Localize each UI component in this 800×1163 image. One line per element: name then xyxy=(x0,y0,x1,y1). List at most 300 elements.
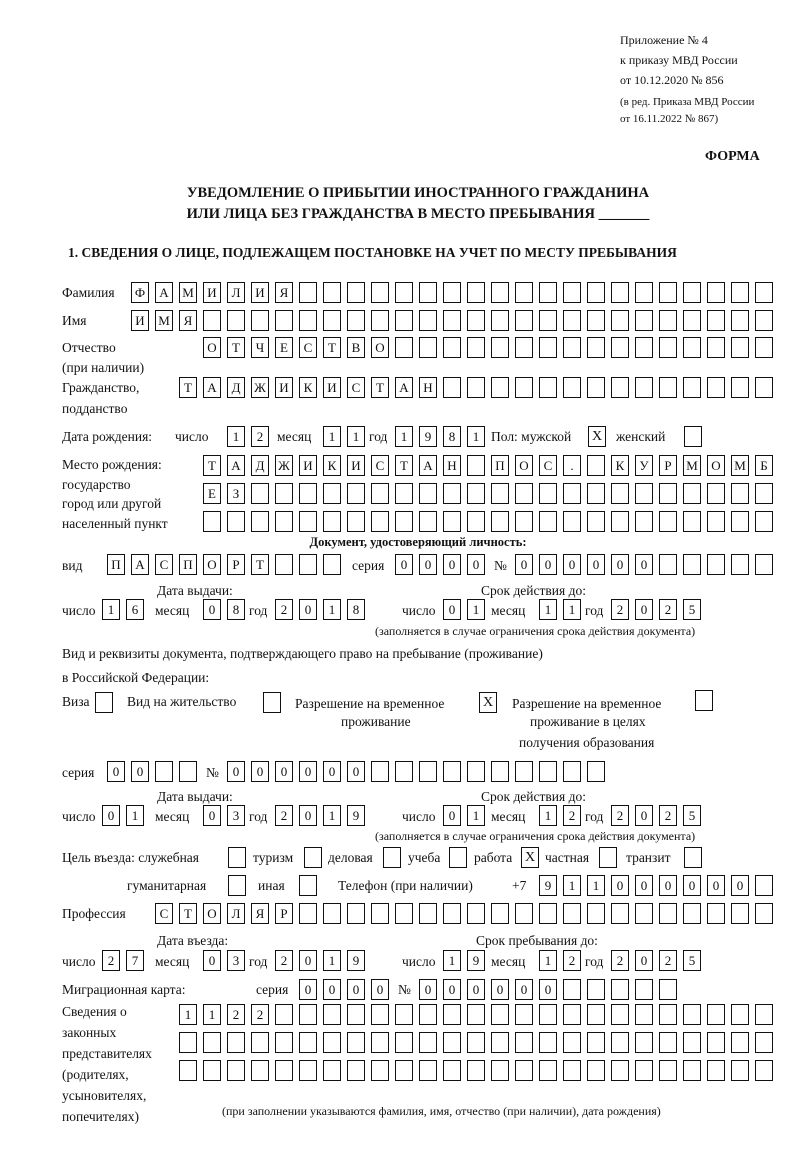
char-box[interactable]: 1 xyxy=(563,599,581,620)
char-box[interactable]: 0 xyxy=(467,979,485,1000)
char-box[interactable] xyxy=(419,483,437,504)
char-box[interactable] xyxy=(635,337,653,358)
char-box[interactable]: З xyxy=(227,483,245,504)
char-box[interactable]: 1 xyxy=(323,599,341,620)
char-box[interactable] xyxy=(467,282,485,303)
char-box[interactable] xyxy=(419,310,437,331)
char-box[interactable] xyxy=(323,511,341,532)
char-box[interactable] xyxy=(467,337,485,358)
purpose-private-checkbox[interactable] xyxy=(599,847,617,868)
char-box[interactable]: М xyxy=(155,310,173,331)
char-box[interactable]: 0 xyxy=(299,950,317,971)
char-box[interactable] xyxy=(683,1032,701,1053)
char-box[interactable]: 8 xyxy=(443,426,461,447)
char-box[interactable] xyxy=(491,1004,509,1025)
char-box[interactable]: Т xyxy=(371,377,389,398)
char-box[interactable] xyxy=(683,310,701,331)
char-box[interactable]: К xyxy=(611,455,629,476)
char-box[interactable] xyxy=(611,1032,629,1053)
char-box[interactable]: 0 xyxy=(275,761,293,782)
char-box[interactable] xyxy=(611,511,629,532)
char-box[interactable] xyxy=(347,282,365,303)
char-box[interactable] xyxy=(563,1032,581,1053)
char-box[interactable] xyxy=(275,483,293,504)
char-box[interactable]: А xyxy=(419,455,437,476)
char-box[interactable] xyxy=(731,1060,749,1081)
char-box[interactable]: 0 xyxy=(563,554,581,575)
char-box[interactable]: 0 xyxy=(635,599,653,620)
char-box[interactable]: 1 xyxy=(539,805,557,826)
char-box[interactable]: 1 xyxy=(179,1004,197,1025)
char-box[interactable] xyxy=(443,483,461,504)
char-box[interactable]: 0 xyxy=(707,875,725,896)
char-box[interactable]: Е xyxy=(203,483,221,504)
char-box[interactable]: Е xyxy=(275,337,293,358)
char-box[interactable] xyxy=(683,377,701,398)
char-box[interactable] xyxy=(395,337,413,358)
char-box[interactable] xyxy=(443,511,461,532)
char-box[interactable] xyxy=(467,455,485,476)
char-box[interactable]: 0 xyxy=(347,761,365,782)
char-box[interactable]: 0 xyxy=(443,599,461,620)
char-box[interactable] xyxy=(251,1060,269,1081)
char-box[interactable]: 1 xyxy=(126,805,144,826)
char-box[interactable] xyxy=(227,1032,245,1053)
char-box[interactable] xyxy=(419,1004,437,1025)
char-box[interactable]: Я xyxy=(251,903,269,924)
char-box[interactable]: 0 xyxy=(515,979,533,1000)
char-box[interactable] xyxy=(611,310,629,331)
char-box[interactable] xyxy=(683,554,701,575)
char-box[interactable] xyxy=(323,903,341,924)
char-box[interactable] xyxy=(419,903,437,924)
char-box[interactable] xyxy=(755,377,773,398)
char-box[interactable] xyxy=(371,282,389,303)
char-box[interactable] xyxy=(155,761,173,782)
char-box[interactable] xyxy=(539,337,557,358)
char-box[interactable]: 0 xyxy=(635,554,653,575)
char-box[interactable] xyxy=(587,483,605,504)
char-box[interactable]: 0 xyxy=(251,761,269,782)
char-box[interactable]: У xyxy=(635,455,653,476)
char-box[interactable] xyxy=(611,483,629,504)
char-box[interactable] xyxy=(491,282,509,303)
char-box[interactable]: 0 xyxy=(467,554,485,575)
char-box[interactable] xyxy=(587,282,605,303)
char-box[interactable] xyxy=(515,761,533,782)
char-box[interactable] xyxy=(707,337,725,358)
char-box[interactable] xyxy=(515,483,533,504)
char-box[interactable] xyxy=(683,1004,701,1025)
char-box[interactable] xyxy=(611,282,629,303)
char-box[interactable]: 1 xyxy=(539,599,557,620)
char-box[interactable] xyxy=(515,1060,533,1081)
char-box[interactable] xyxy=(275,554,293,575)
char-box[interactable] xyxy=(395,1004,413,1025)
char-box[interactable]: К xyxy=(299,377,317,398)
char-box[interactable]: 0 xyxy=(203,805,221,826)
char-box[interactable] xyxy=(395,310,413,331)
char-box[interactable] xyxy=(659,554,677,575)
char-box[interactable] xyxy=(755,310,773,331)
char-box[interactable]: М xyxy=(179,282,197,303)
char-box[interactable] xyxy=(755,282,773,303)
char-box[interactable] xyxy=(755,483,773,504)
char-box[interactable] xyxy=(299,1060,317,1081)
char-box[interactable] xyxy=(659,1060,677,1081)
char-box[interactable] xyxy=(323,282,341,303)
char-box[interactable] xyxy=(371,1004,389,1025)
char-box[interactable]: А xyxy=(395,377,413,398)
char-box[interactable]: 5 xyxy=(683,599,701,620)
purpose-other-checkbox[interactable] xyxy=(299,875,317,896)
char-box[interactable]: С xyxy=(371,455,389,476)
char-box[interactable] xyxy=(731,377,749,398)
char-box[interactable]: Я xyxy=(275,282,293,303)
char-box[interactable] xyxy=(635,1060,653,1081)
char-box[interactable]: О xyxy=(203,554,221,575)
char-box[interactable] xyxy=(179,761,197,782)
char-box[interactable] xyxy=(515,903,533,924)
char-box[interactable] xyxy=(275,511,293,532)
char-box[interactable] xyxy=(563,310,581,331)
char-box[interactable]: И xyxy=(299,455,317,476)
char-box[interactable] xyxy=(491,761,509,782)
char-box[interactable]: О xyxy=(203,337,221,358)
char-box[interactable] xyxy=(299,511,317,532)
char-box[interactable]: 2 xyxy=(275,805,293,826)
char-box[interactable] xyxy=(587,377,605,398)
char-box[interactable]: П xyxy=(107,554,125,575)
char-box[interactable] xyxy=(251,310,269,331)
char-box[interactable]: 9 xyxy=(467,950,485,971)
char-box[interactable]: Т xyxy=(227,337,245,358)
char-box[interactable] xyxy=(323,1004,341,1025)
char-box[interactable]: 2 xyxy=(275,599,293,620)
char-box[interactable] xyxy=(587,337,605,358)
char-box[interactable] xyxy=(515,1004,533,1025)
char-box[interactable] xyxy=(731,337,749,358)
char-box[interactable]: 1 xyxy=(323,426,341,447)
char-box[interactable]: Т xyxy=(179,903,197,924)
char-box[interactable]: 0 xyxy=(102,805,120,826)
char-box[interactable] xyxy=(299,903,317,924)
char-box[interactable]: 0 xyxy=(347,979,365,1000)
char-box[interactable] xyxy=(563,377,581,398)
char-box[interactable] xyxy=(731,1032,749,1053)
char-box[interactable]: Т xyxy=(179,377,197,398)
char-box[interactable]: 3 xyxy=(227,950,245,971)
char-box[interactable] xyxy=(731,310,749,331)
char-box[interactable] xyxy=(299,1032,317,1053)
char-box[interactable]: 2 xyxy=(227,1004,245,1025)
char-box[interactable]: 1 xyxy=(539,950,557,971)
char-box[interactable]: Д xyxy=(227,377,245,398)
char-box[interactable] xyxy=(635,483,653,504)
char-box[interactable] xyxy=(491,1032,509,1053)
char-box[interactable] xyxy=(755,1032,773,1053)
char-box[interactable]: 2 xyxy=(659,950,677,971)
char-box[interactable] xyxy=(755,554,773,575)
char-box[interactable] xyxy=(347,483,365,504)
char-box[interactable]: К xyxy=(323,455,341,476)
char-box[interactable] xyxy=(611,337,629,358)
char-box[interactable] xyxy=(299,282,317,303)
char-box[interactable] xyxy=(563,979,581,1000)
char-box[interactable]: 0 xyxy=(419,979,437,1000)
char-box[interactable]: 8 xyxy=(347,599,365,620)
char-box[interactable] xyxy=(203,310,221,331)
char-box[interactable] xyxy=(371,761,389,782)
char-box[interactable] xyxy=(707,1032,725,1053)
char-box[interactable] xyxy=(539,761,557,782)
char-box[interactable] xyxy=(491,310,509,331)
char-box[interactable]: 9 xyxy=(347,805,365,826)
char-box[interactable] xyxy=(755,875,773,896)
char-box[interactable] xyxy=(659,282,677,303)
char-box[interactable] xyxy=(371,1032,389,1053)
char-box[interactable]: 0 xyxy=(443,554,461,575)
char-box[interactable] xyxy=(659,337,677,358)
char-box[interactable] xyxy=(587,310,605,331)
char-box[interactable]: 0 xyxy=(635,875,653,896)
char-box[interactable] xyxy=(707,511,725,532)
char-box[interactable] xyxy=(635,1032,653,1053)
char-box[interactable] xyxy=(731,554,749,575)
char-box[interactable]: 2 xyxy=(611,805,629,826)
char-box[interactable] xyxy=(395,1032,413,1053)
char-box[interactable]: 0 xyxy=(371,979,389,1000)
char-box[interactable]: Т xyxy=(395,455,413,476)
char-box[interactable]: Р xyxy=(659,455,677,476)
purpose-tourism-checkbox[interactable] xyxy=(304,847,322,868)
char-box[interactable] xyxy=(347,903,365,924)
char-box[interactable] xyxy=(491,483,509,504)
char-box[interactable] xyxy=(659,979,677,1000)
char-box[interactable]: 0 xyxy=(299,599,317,620)
char-box[interactable] xyxy=(707,483,725,504)
char-box[interactable] xyxy=(587,511,605,532)
char-box[interactable] xyxy=(275,310,293,331)
char-box[interactable] xyxy=(587,1032,605,1053)
char-box[interactable] xyxy=(443,1004,461,1025)
char-box[interactable]: 1 xyxy=(323,805,341,826)
char-box[interactable] xyxy=(611,903,629,924)
char-box[interactable] xyxy=(587,903,605,924)
char-box[interactable]: 0 xyxy=(443,805,461,826)
char-box[interactable] xyxy=(755,1004,773,1025)
char-box[interactable] xyxy=(611,1004,629,1025)
char-box[interactable] xyxy=(395,903,413,924)
char-box[interactable]: Н xyxy=(443,455,461,476)
char-box[interactable] xyxy=(683,1060,701,1081)
char-box[interactable] xyxy=(299,1004,317,1025)
char-box[interactable]: 0 xyxy=(323,979,341,1000)
char-box[interactable] xyxy=(323,310,341,331)
char-box[interactable] xyxy=(323,1060,341,1081)
char-box[interactable] xyxy=(755,337,773,358)
char-box[interactable] xyxy=(635,377,653,398)
char-box[interactable] xyxy=(491,377,509,398)
char-box[interactable] xyxy=(323,1032,341,1053)
char-box[interactable] xyxy=(467,483,485,504)
char-box[interactable]: П xyxy=(491,455,509,476)
char-box[interactable] xyxy=(299,483,317,504)
char-box[interactable]: 9 xyxy=(419,426,437,447)
char-box[interactable] xyxy=(539,903,557,924)
char-box[interactable] xyxy=(515,282,533,303)
char-box[interactable] xyxy=(227,1060,245,1081)
char-box[interactable] xyxy=(587,979,605,1000)
char-box[interactable]: 2 xyxy=(251,426,269,447)
char-box[interactable]: Ж xyxy=(275,455,293,476)
char-box[interactable]: 1 xyxy=(443,950,461,971)
char-box[interactable] xyxy=(611,979,629,1000)
char-box[interactable] xyxy=(395,761,413,782)
char-box[interactable] xyxy=(467,903,485,924)
char-box[interactable]: М xyxy=(731,455,749,476)
char-box[interactable]: 1 xyxy=(102,599,120,620)
char-box[interactable] xyxy=(179,1032,197,1053)
char-box[interactable]: 1 xyxy=(467,426,485,447)
char-box[interactable] xyxy=(635,310,653,331)
char-box[interactable]: 0 xyxy=(539,554,557,575)
char-box[interactable]: 0 xyxy=(611,554,629,575)
char-box[interactable]: Ч xyxy=(251,337,269,358)
char-box[interactable] xyxy=(467,310,485,331)
char-box[interactable]: И xyxy=(323,377,341,398)
char-box[interactable] xyxy=(539,310,557,331)
char-box[interactable] xyxy=(419,337,437,358)
char-box[interactable] xyxy=(755,903,773,924)
char-box[interactable]: И xyxy=(251,282,269,303)
purpose-study-checkbox[interactable] xyxy=(449,847,467,868)
char-box[interactable]: С xyxy=(155,903,173,924)
char-box[interactable] xyxy=(443,337,461,358)
char-box[interactable] xyxy=(467,761,485,782)
char-box[interactable] xyxy=(731,483,749,504)
char-box[interactable]: 6 xyxy=(126,599,144,620)
char-box[interactable] xyxy=(683,511,701,532)
char-box[interactable] xyxy=(611,1060,629,1081)
char-box[interactable]: 0 xyxy=(107,761,125,782)
char-box[interactable] xyxy=(683,337,701,358)
char-box[interactable] xyxy=(707,903,725,924)
char-box[interactable]: 2 xyxy=(563,950,581,971)
char-box[interactable]: 8 xyxy=(227,599,245,620)
char-box[interactable]: Р xyxy=(227,554,245,575)
char-box[interactable] xyxy=(395,1060,413,1081)
char-box[interactable] xyxy=(659,377,677,398)
char-box[interactable] xyxy=(227,310,245,331)
char-box[interactable] xyxy=(515,511,533,532)
char-box[interactable]: 0 xyxy=(299,979,317,1000)
char-box[interactable] xyxy=(467,1032,485,1053)
char-box[interactable] xyxy=(683,903,701,924)
char-box[interactable]: 0 xyxy=(611,875,629,896)
char-box[interactable]: 1 xyxy=(203,1004,221,1025)
char-box[interactable] xyxy=(443,903,461,924)
char-box[interactable] xyxy=(539,377,557,398)
char-box[interactable] xyxy=(347,1060,365,1081)
purpose-humanitarian-checkbox[interactable] xyxy=(228,875,246,896)
char-box[interactable] xyxy=(563,1004,581,1025)
char-box[interactable]: 0 xyxy=(491,979,509,1000)
char-box[interactable] xyxy=(659,903,677,924)
char-box[interactable] xyxy=(515,1032,533,1053)
char-box[interactable]: Ф xyxy=(131,282,149,303)
char-box[interactable] xyxy=(563,337,581,358)
char-box[interactable]: 9 xyxy=(539,875,557,896)
char-box[interactable] xyxy=(371,1060,389,1081)
char-box[interactable] xyxy=(251,1032,269,1053)
char-box[interactable] xyxy=(539,1060,557,1081)
char-box[interactable]: Б xyxy=(755,455,773,476)
char-box[interactable] xyxy=(635,1004,653,1025)
char-box[interactable] xyxy=(443,282,461,303)
char-box[interactable] xyxy=(563,1060,581,1081)
char-box[interactable]: С xyxy=(347,377,365,398)
char-box[interactable]: 5 xyxy=(683,950,701,971)
temp-permit-checkbox[interactable]: X xyxy=(479,692,497,713)
char-box[interactable] xyxy=(539,282,557,303)
char-box[interactable] xyxy=(251,511,269,532)
char-box[interactable]: 2 xyxy=(251,1004,269,1025)
char-box[interactable]: А xyxy=(131,554,149,575)
char-box[interactable] xyxy=(515,377,533,398)
char-box[interactable] xyxy=(635,511,653,532)
char-box[interactable] xyxy=(707,1060,725,1081)
char-box[interactable] xyxy=(347,511,365,532)
char-box[interactable] xyxy=(299,554,317,575)
char-box[interactable]: 5 xyxy=(683,805,701,826)
char-box[interactable]: 1 xyxy=(395,426,413,447)
char-box[interactable]: Ж xyxy=(251,377,269,398)
purpose-business-checkbox[interactable] xyxy=(383,847,401,868)
char-box[interactable]: 1 xyxy=(227,426,245,447)
char-box[interactable]: С xyxy=(299,337,317,358)
purpose-service-checkbox[interactable] xyxy=(228,847,246,868)
char-box[interactable] xyxy=(347,310,365,331)
char-box[interactable]: 2 xyxy=(102,950,120,971)
char-box[interactable] xyxy=(419,1032,437,1053)
purpose-work-checkbox[interactable]: X xyxy=(521,847,539,868)
char-box[interactable]: О xyxy=(203,903,221,924)
char-box[interactable]: Р xyxy=(275,903,293,924)
char-box[interactable] xyxy=(659,483,677,504)
char-box[interactable]: 0 xyxy=(683,875,701,896)
char-box[interactable] xyxy=(707,554,725,575)
char-box[interactable] xyxy=(731,282,749,303)
char-box[interactable]: О xyxy=(707,455,725,476)
char-box[interactable] xyxy=(587,1004,605,1025)
char-box[interactable]: 2 xyxy=(611,599,629,620)
char-box[interactable]: А xyxy=(155,282,173,303)
char-box[interactable] xyxy=(707,310,725,331)
char-box[interactable] xyxy=(491,1060,509,1081)
char-box[interactable]: 0 xyxy=(443,979,461,1000)
char-box[interactable]: 0 xyxy=(659,875,677,896)
char-box[interactable] xyxy=(587,455,605,476)
char-box[interactable] xyxy=(491,903,509,924)
char-box[interactable]: 2 xyxy=(611,950,629,971)
char-box[interactable] xyxy=(467,1060,485,1081)
char-box[interactable] xyxy=(755,511,773,532)
char-box[interactable] xyxy=(395,511,413,532)
char-box[interactable]: 0 xyxy=(539,979,557,1000)
char-box[interactable]: 0 xyxy=(635,950,653,971)
char-box[interactable] xyxy=(467,377,485,398)
